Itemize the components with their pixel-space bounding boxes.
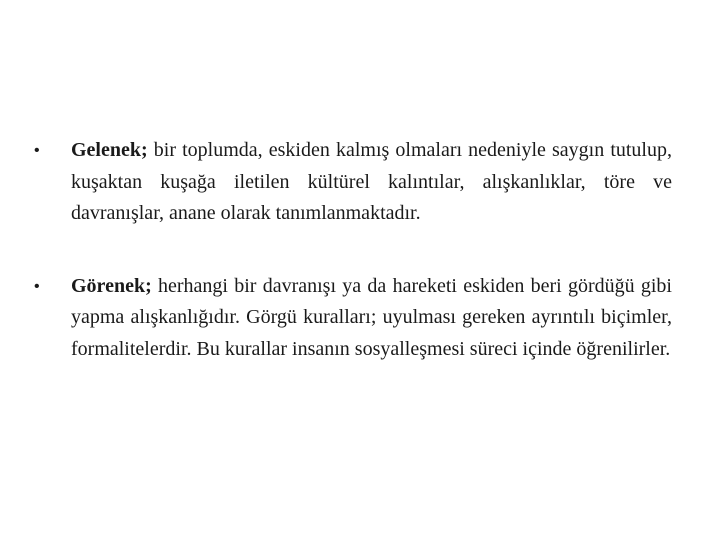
term-gorenek: Görenek;: [71, 274, 152, 297]
bullet-item-gelenek: [34, 135, 672, 230]
bullet-marker: •: [34, 142, 40, 159]
bullet-list: [34, 135, 672, 365]
bullet-marker: •: [34, 277, 40, 295]
definition-gelenek: bir toplumda, eskiden kalmış olmaları nedeniyle saygın tutulup, kuşaktan kuşağa iletilen kültürel kalıntılar, alışkanlıklar, töre ve davranışlar, anane olarak tanımlanmaktadır.: [71, 139, 672, 224]
bullet-item-gorenek: [34, 271, 672, 366]
term-gelenek: Gelenek;: [71, 139, 148, 161]
definition-gorenek: herhangi bir davranışı ya da hareketi eskiden beri gördüğü gibi yapma alışkanlığıdır. Görgü kuralları; uyulması gereken ayrıntılı biçimler, formalitelerdir. Bu kurallar insanın sosyalleşmesi süreci içinde öğrenilirler.: [71, 274, 672, 360]
